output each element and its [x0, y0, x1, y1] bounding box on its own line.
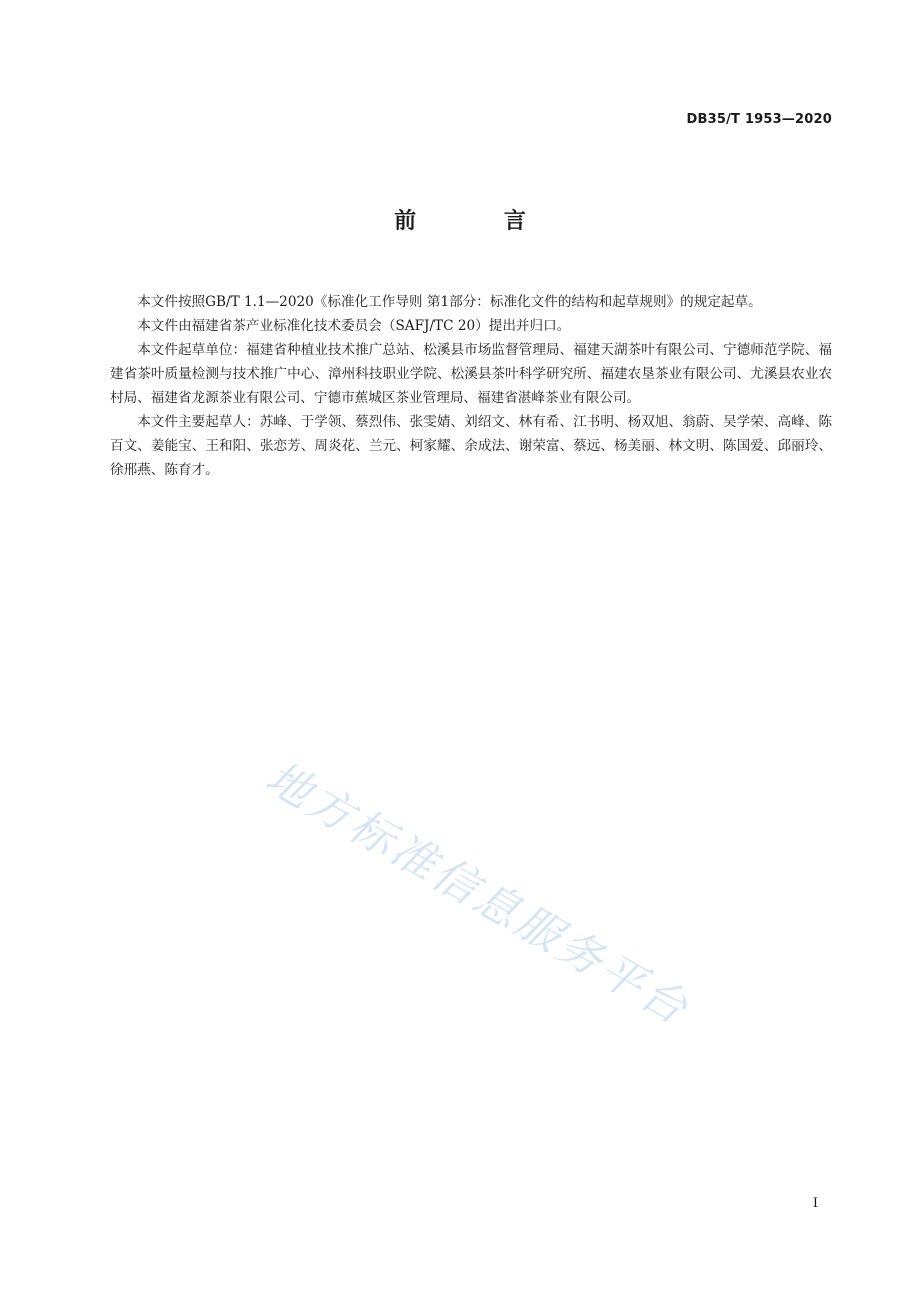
document-body [110, 290, 832, 482]
paragraph-proposer: 本文件由福建省茶产业标准化技术委员会（SAFJ/TC 20）提出并归口。 [137, 318, 571, 334]
paragraph-drafting-rules: 本文件按照GB/T 1.1—2020《标准化工作导则 第1部分：标准化文件的结构和起草规则》的规定起草。 [137, 294, 762, 310]
page-title: 前 言 [394, 209, 566, 234]
watermark-text: 地方标准信息服务平台 [257, 751, 699, 1036]
paragraph-drafters: 本文件主要起草人：苏峰、于学领、蔡烈伟、张雯婧、刘绍文、林有希、江书明、杨双旭、翁蔚、吴学荣、高峰、陈百文、姜能宝、王和阳、张恋芳、周炎花、兰元、柯家耀、余成法、谢荣富、蔡远、杨美丽、林文明、陈国爱、邱丽玲、徐邢燕、陈育才。 [110, 414, 832, 478]
page-number: I [812, 1196, 818, 1211]
paragraph-drafting-units: 本文件起草单位：福建省种植业技术推广总站、松溪县市场监督管理局、福建天湖茶叶有限公司、宁德师范学院、福建省茶叶质量检测与技术推广中心、漳州科技职业学院、松溪县茶叶科学研究所、福建农垦茶业有限公司、尤溪县农业农村局、福建省龙源茶业有限公司、宁德市蕉城区茶业管理局、福建省湛峰茶业有限公司。 [110, 342, 832, 406]
document-code: DB35/T 1953—2020 [686, 112, 832, 127]
